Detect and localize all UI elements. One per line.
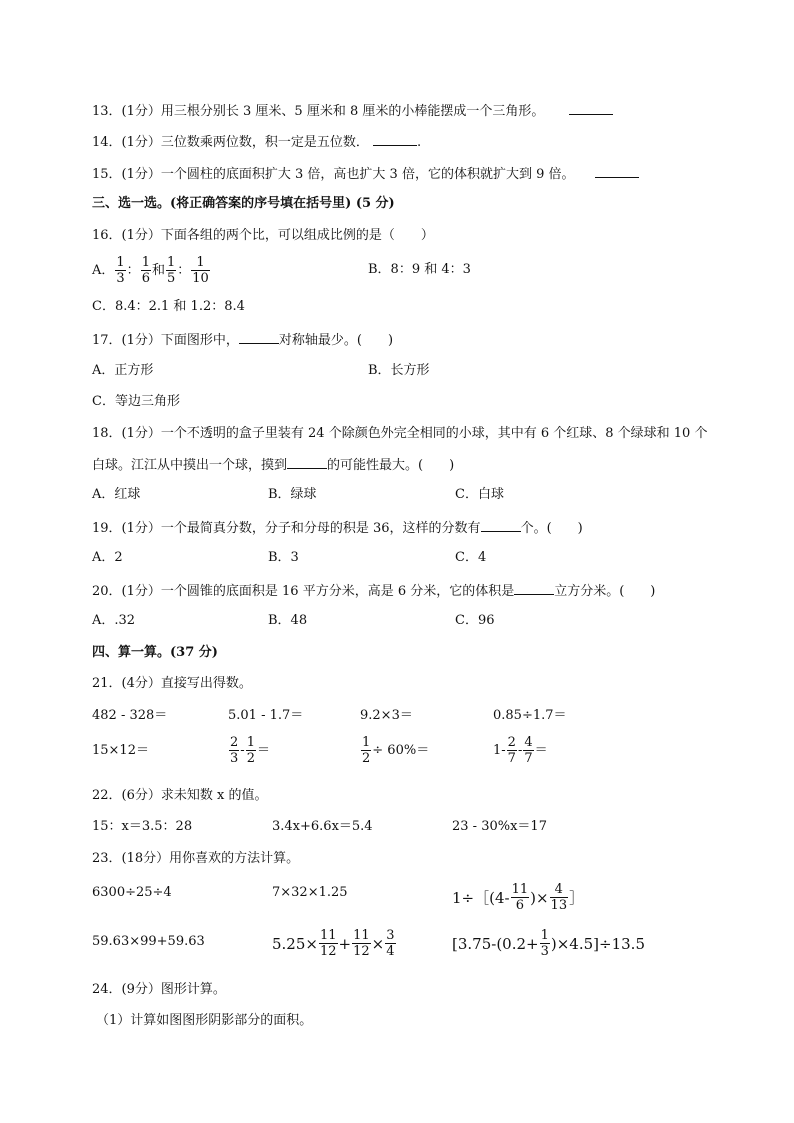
fraction: $\frac{1}{3}$ bbox=[116, 255, 125, 286]
calc-21-3: 9.2×3＝ bbox=[360, 708, 413, 723]
calc-21-2: 5.01 - 1.7＝ bbox=[228, 708, 304, 723]
question-19-text-end: 个。( ) bbox=[520, 521, 583, 536]
option-18-a[interactable]: A．红球 bbox=[92, 487, 141, 502]
question-15 bbox=[92, 164, 639, 184]
calc-22-3: 23 - 30%x＝17 bbox=[452, 819, 547, 834]
fraction: $\frac{11}{12}$ bbox=[353, 928, 370, 959]
question-20-text: 20．(1分）一个圆锥的底面积是 16 平方分米，高是 6 分米，它的体积是 bbox=[92, 584, 515, 599]
calc-23-4: 59.63×99+59.63 bbox=[92, 934, 205, 949]
expression-head: 1- bbox=[493, 742, 506, 758]
question-24: 24．(9分）图形计算。 bbox=[92, 982, 226, 997]
calc-21-6 bbox=[228, 735, 270, 766]
fraction: $\frac{3}{4}$ bbox=[386, 928, 395, 959]
times: × bbox=[371, 934, 385, 953]
question-18-text: 白球。江江从中摸出一个球，摸到 bbox=[92, 458, 288, 473]
fraction: $\frac{1}{10}$ bbox=[192, 255, 209, 286]
question-17-text-end: 对称轴最少。( ) bbox=[278, 333, 394, 348]
answer-blank[interactable] bbox=[373, 132, 417, 146]
answer-blank[interactable] bbox=[287, 455, 327, 469]
fraction: $\frac{4}{13}$ bbox=[550, 882, 568, 913]
fraction: $\frac{1}{5}$ bbox=[166, 255, 176, 286]
question-22: 22．(6分）求未知数 x 的值。 bbox=[92, 788, 268, 803]
question-18-text-end: 的可能性最大。( ) bbox=[327, 458, 455, 473]
expression-head: 1÷［(4- bbox=[452, 888, 510, 907]
plus: + bbox=[338, 934, 352, 953]
option-17-b[interactable]: B．长方形 bbox=[368, 363, 430, 378]
question-20-text-end: 立方分米。( ) bbox=[554, 584, 656, 599]
question-16: 16．(1分）下面各组的两个比，可以组成比例的是（ ） bbox=[92, 228, 434, 243]
colon: ： bbox=[126, 262, 140, 278]
expression-tail: ÷ 60%＝ bbox=[372, 742, 430, 758]
expression-mid: )× bbox=[530, 888, 549, 907]
question-24-part-1: （1）计算如图图形阴影部分的面积。 bbox=[96, 1013, 313, 1028]
calc-23-6 bbox=[452, 928, 645, 959]
fraction: $\frac{1}{2}$ bbox=[246, 735, 255, 766]
option-20-a[interactable]: A．.32 bbox=[92, 613, 136, 628]
question-23: 23．(18分）用你喜欢的方法计算。 bbox=[92, 851, 300, 866]
section-heading-4: 四、算一算。(37 分) bbox=[92, 645, 218, 660]
fraction: $\frac{2}{3}$ bbox=[230, 735, 239, 766]
option-17-c[interactable]: C．等边三角形 bbox=[92, 394, 180, 409]
equals: ＝ bbox=[256, 742, 270, 758]
question-18-line-2 bbox=[92, 455, 454, 475]
colon: ： bbox=[177, 262, 191, 278]
calc-23-5 bbox=[272, 928, 397, 959]
question-13 bbox=[92, 101, 613, 121]
minus: - bbox=[517, 742, 523, 758]
option-16-c[interactable]: C．8.4：2.1 和 1.2：8.4 bbox=[92, 299, 245, 314]
question-17-text: 17．(1分）下面图形中， bbox=[92, 333, 239, 348]
fraction: $\frac{1}{3}$ bbox=[540, 928, 549, 959]
expression-head: 5.25× bbox=[272, 934, 318, 953]
and-text: 和 bbox=[151, 262, 165, 278]
answer-blank[interactable] bbox=[595, 164, 639, 178]
fraction: $\frac{11}{12}$ bbox=[319, 928, 337, 959]
calc-21-4: 0.85÷1.7＝ bbox=[493, 708, 567, 723]
question-17 bbox=[92, 330, 393, 350]
period: . bbox=[417, 135, 422, 150]
answer-blank[interactable] bbox=[514, 581, 554, 595]
fraction: $\frac{4}{7}$ bbox=[524, 735, 533, 766]
expression-tail: )×4.5]÷13.5 bbox=[550, 934, 645, 953]
expression-tail: ］ bbox=[569, 888, 585, 907]
fraction: $\frac{2}{7}$ bbox=[507, 735, 516, 766]
section-heading-3: 三、选一选。(将正确答案的序号填在括号里) (5 分) bbox=[92, 196, 395, 211]
fraction: $\frac{1}{2}$ bbox=[362, 735, 371, 766]
calc-22-1: 15：x＝3.5：28 bbox=[92, 819, 193, 834]
equals: ＝ bbox=[534, 742, 548, 758]
question-21: 21．(4分）直接写出得数。 bbox=[92, 676, 252, 691]
calc-21-7 bbox=[360, 735, 429, 766]
question-20 bbox=[92, 581, 655, 601]
option-20-b[interactable]: B．48 bbox=[268, 613, 308, 628]
question-19 bbox=[92, 518, 583, 538]
calc-23-2: 7×32×1.25 bbox=[272, 885, 348, 900]
option-16-b[interactable]: B．8：9 和 4：3 bbox=[368, 262, 471, 277]
fraction: $\frac{11}{6}$ bbox=[511, 882, 529, 913]
question-14 bbox=[92, 132, 421, 152]
option-label: A． bbox=[92, 262, 115, 278]
option-19-b[interactable]: B．3 bbox=[268, 550, 299, 565]
calc-21-5: 15×12＝ bbox=[92, 743, 149, 758]
answer-blank[interactable] bbox=[569, 101, 613, 115]
minus: - bbox=[240, 742, 245, 758]
answer-blank[interactable] bbox=[239, 330, 279, 344]
question-14-text: 14．(1分）三位数乘两位数，积一定是五位数． bbox=[92, 135, 369, 150]
option-16-a[interactable] bbox=[92, 255, 211, 286]
option-20-c[interactable]: C．96 bbox=[455, 613, 495, 628]
answer-blank[interactable] bbox=[481, 518, 521, 532]
question-19-text: 19．(1分）一个最简真分数，分子和分母的积是 36，这样的分数有 bbox=[92, 521, 481, 536]
option-19-a[interactable]: A．2 bbox=[92, 550, 123, 565]
question-13-text: 13．(1分）用三根分别长 3 厘米、5 厘米和 8 厘米的小棒能摆成一个三角形。 bbox=[92, 104, 545, 119]
option-19-c[interactable]: C．4 bbox=[455, 550, 487, 565]
question-15-text: 15．(1分）一个圆柱的底面积扩大 3 倍，高也扩大 3 倍，它的体积就扩大到 9 倍。 bbox=[92, 167, 575, 182]
option-17-a[interactable]: A．正方形 bbox=[92, 363, 154, 378]
calc-23-3 bbox=[452, 882, 584, 913]
expression-head: [3.75-(0.2+ bbox=[452, 934, 539, 953]
calc-23-1: 6300÷25÷4 bbox=[92, 885, 172, 900]
calc-22-2: 3.4x+6.6x＝5.4 bbox=[272, 819, 373, 834]
fraction: $\frac{1}{6}$ bbox=[141, 255, 150, 286]
option-18-c[interactable]: C．白球 bbox=[455, 487, 504, 502]
option-18-b[interactable]: B．绿球 bbox=[268, 487, 317, 502]
calc-21-8 bbox=[493, 735, 548, 766]
calc-21-1: 482 - 328＝ bbox=[92, 708, 168, 723]
question-18-line-1: 18．(1分）一个不透明的盒子里装有 24 个除颜色外完全相同的小球，其中有 6 个红球、8 个绿球和 10 个 bbox=[92, 426, 708, 441]
